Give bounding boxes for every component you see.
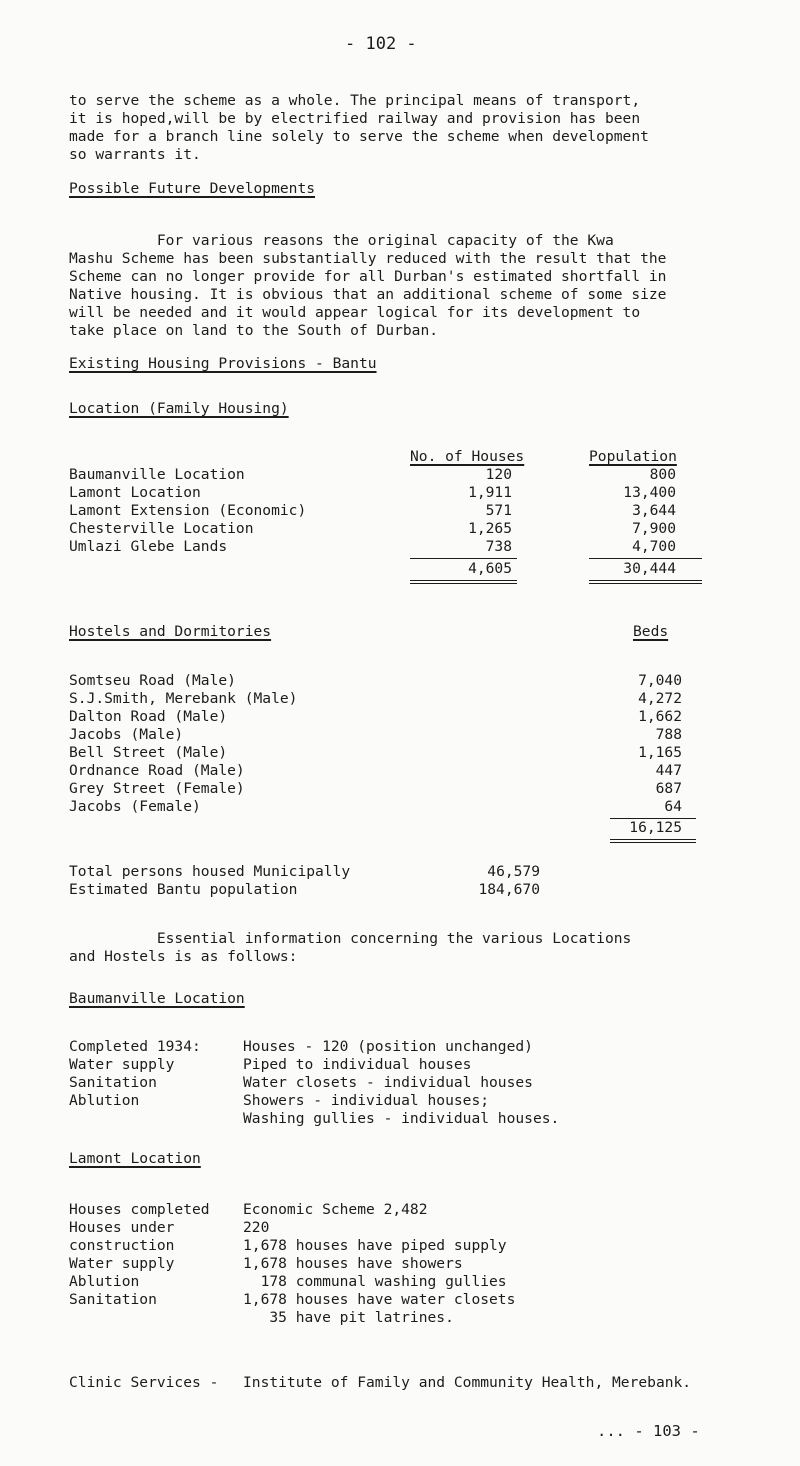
hostel-name: Dalton Road (Male) bbox=[69, 708, 228, 725]
totals-label: Total persons housed Municipally bbox=[69, 863, 351, 880]
totals-value: 46,579 bbox=[487, 863, 540, 880]
location-name: Baumanville Location bbox=[69, 466, 245, 483]
baumanville-labels bbox=[69, 1038, 201, 1110]
beds-value: 4,272 bbox=[638, 690, 682, 707]
beds-value: 687 bbox=[655, 780, 682, 797]
population-value: 4,700 bbox=[632, 538, 676, 555]
clinic-value: Institute of Family and Community Health, Merebank. bbox=[243, 1374, 692, 1391]
hostel-name: Ordnance Road (Male) bbox=[69, 762, 245, 779]
baumanville-heading: Baumanville Location bbox=[69, 990, 245, 1007]
beds-value: 788 bbox=[655, 726, 682, 743]
info-value: 220 bbox=[243, 1219, 270, 1236]
hostel-beds bbox=[580, 672, 682, 816]
totals-value: 184,670 bbox=[478, 881, 540, 898]
beds-value: 64 bbox=[664, 798, 682, 815]
future-line: Scheme can no longer provide for all Durban's estimated shortfall in bbox=[69, 268, 667, 285]
houses-value: 120 bbox=[485, 466, 512, 483]
intro-line: so warrants it. bbox=[69, 146, 201, 163]
future-line: Native housing. It is obvious that an additional scheme of some size bbox=[69, 286, 667, 303]
hostel-name: Jacobs (Male) bbox=[69, 726, 184, 743]
hostel-name: S.J.Smith, Merebank (Male) bbox=[69, 690, 298, 707]
future-line: take place on land to the South of Durban. bbox=[69, 322, 439, 339]
info-label: Sanitation bbox=[69, 1074, 157, 1091]
total-population: 30,444 bbox=[623, 560, 676, 577]
future-line: Mashu Scheme has been substantially reduced with the result that the bbox=[69, 250, 667, 267]
info-value: 1,678 houses have showers bbox=[243, 1255, 463, 1272]
lamont-values bbox=[243, 1201, 515, 1327]
essential-line: and Hostels is as follows: bbox=[69, 948, 298, 965]
future-heading: Possible Future Developments bbox=[69, 180, 316, 197]
hostel-name: Grey Street (Female) bbox=[69, 780, 245, 797]
info-label: construction bbox=[69, 1237, 175, 1254]
totals-label: Estimated Bantu population bbox=[69, 881, 298, 898]
family-houses bbox=[400, 466, 512, 556]
baumanville-values bbox=[243, 1038, 559, 1128]
total-houses: 4,605 bbox=[468, 560, 512, 577]
beds-value: 447 bbox=[655, 762, 682, 779]
totals-values bbox=[420, 863, 540, 899]
info-value: Washing gullies - individual houses. bbox=[243, 1110, 560, 1127]
info-label: Ablution bbox=[69, 1273, 140, 1290]
houses-value: 738 bbox=[485, 538, 512, 555]
info-label: Water supply bbox=[69, 1056, 175, 1073]
houses-value: 1,911 bbox=[468, 484, 512, 501]
houses-value: 1,265 bbox=[468, 520, 512, 537]
intro-line: made for a branch line solely to serve the scheme when development bbox=[69, 128, 649, 145]
info-value: Houses - 120 (position unchanged) bbox=[243, 1038, 533, 1055]
info-value: 178 communal washing gullies bbox=[243, 1273, 507, 1290]
population-value: 7,900 bbox=[632, 520, 676, 537]
info-label: Houses completed bbox=[69, 1201, 210, 1218]
family-population bbox=[580, 466, 676, 556]
location-name: Lamont Extension (Economic) bbox=[69, 502, 307, 519]
hostel-names bbox=[69, 672, 297, 816]
info-value: Water closets - individual houses bbox=[243, 1074, 533, 1091]
info-value: Showers - individual houses; bbox=[243, 1092, 490, 1109]
info-label: Sanitation bbox=[69, 1291, 157, 1308]
hostel-name: Jacobs (Female) bbox=[69, 798, 201, 815]
lamont-labels bbox=[69, 1201, 210, 1309]
population-value: 3,644 bbox=[632, 502, 676, 519]
col-population-header: Population bbox=[589, 448, 677, 465]
intro-line: to serve the scheme as a whole. The principal means of transport, bbox=[69, 92, 641, 109]
beds-value: 7,040 bbox=[638, 672, 682, 689]
info-value: Economic Scheme 2,482 bbox=[243, 1201, 428, 1218]
info-value: Piped to individual houses bbox=[243, 1056, 472, 1073]
info-label: Houses under bbox=[69, 1219, 175, 1236]
essential-line: Essential information concerning the various Locations bbox=[69, 930, 632, 947]
population-total-rule bbox=[589, 580, 702, 584]
houses-sum-rule bbox=[410, 558, 517, 559]
page-number: - 102 - bbox=[345, 34, 417, 54]
info-label: Water supply bbox=[69, 1255, 175, 1272]
future-line: For various reasons the original capacity of the Kwa bbox=[69, 232, 614, 249]
intro-line: it is hoped,will be by electrified railway and provision has been bbox=[69, 110, 641, 127]
future-line: will be needed and it would appear logical for its development to bbox=[69, 304, 641, 321]
location-name: Lamont Location bbox=[69, 484, 201, 501]
essential-paragraph bbox=[69, 930, 631, 966]
info-value: 35 have pit latrines. bbox=[243, 1309, 454, 1326]
family-names bbox=[69, 466, 306, 556]
existing-heading: Existing Housing Provisions - Bantu bbox=[69, 355, 377, 372]
location-name: Umlazi Glebe Lands bbox=[69, 538, 228, 555]
population-value: 800 bbox=[649, 466, 676, 483]
info-value: 1,678 houses have piped supply bbox=[243, 1237, 507, 1254]
col-beds-header: Beds bbox=[633, 623, 669, 640]
info-label: Completed 1934: bbox=[69, 1038, 201, 1055]
beds-value: 1,662 bbox=[638, 708, 682, 725]
houses-total-rule bbox=[410, 580, 517, 584]
col-houses-header: No. of Houses bbox=[410, 448, 525, 465]
clinic-label: Clinic Services - bbox=[69, 1374, 219, 1391]
hostel-name: Bell Street (Male) bbox=[69, 744, 228, 761]
beds-value: 1,165 bbox=[638, 744, 682, 761]
continuation-marker: ... - 103 - bbox=[597, 1422, 700, 1440]
totals-labels bbox=[69, 863, 350, 899]
beds-total-rule bbox=[610, 839, 696, 843]
info-value: 1,678 houses have water closets bbox=[243, 1291, 516, 1308]
info-label: Ablution bbox=[69, 1092, 140, 1109]
population-sum-rule bbox=[589, 558, 702, 559]
location-name: Chesterville Location bbox=[69, 520, 254, 537]
family-heading: Location (Family Housing) bbox=[69, 400, 289, 417]
future-paragraph bbox=[69, 232, 666, 340]
lamont-heading: Lamont Location bbox=[69, 1150, 201, 1167]
hostel-name: Somtseu Road (Male) bbox=[69, 672, 236, 689]
intro-paragraph bbox=[69, 92, 649, 164]
total-beds: 16,125 bbox=[629, 819, 682, 836]
population-value: 13,400 bbox=[623, 484, 676, 501]
hostels-heading: Hostels and Dormitories bbox=[69, 623, 272, 640]
houses-value: 571 bbox=[485, 502, 512, 519]
